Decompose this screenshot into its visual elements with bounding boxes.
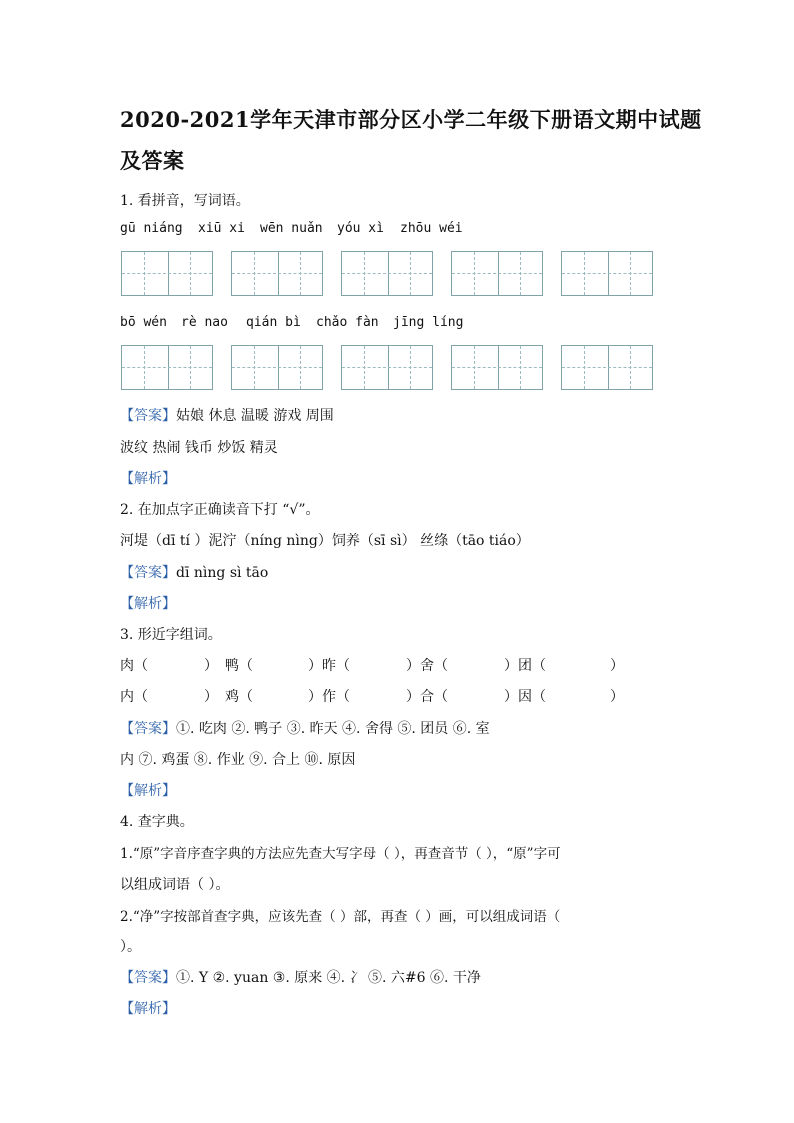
q3-row2-e: 因（ xyxy=(518,689,546,705)
q3-row2-d: 合（ xyxy=(420,689,448,705)
q3-row1-d-close: ） xyxy=(504,658,518,674)
q3-row1-b-close: ） xyxy=(308,658,322,674)
q3-row1-c: 昨（ xyxy=(322,658,350,674)
writing-grid xyxy=(341,345,433,390)
q1-pinyin-2: xiū xi xyxy=(198,221,245,236)
q2-prompt: 2. 在加点字正确读音下打 “√”。 xyxy=(120,502,320,518)
q3-row2-c-close: ） xyxy=(406,689,420,705)
writing-grid xyxy=(231,251,323,296)
answer-text: dī nìng sì tāo xyxy=(176,565,269,581)
q1-answer-line2: 波纹 热闹 钱币 炒饭 精灵 xyxy=(120,440,278,456)
answer-text: ①. 吃肉 ②. 鸭子 ③. 昨天 ④. 舍得 ⑤. 团员 ⑥. 室 xyxy=(176,721,490,737)
q1-pinyin-10: jīng líng xyxy=(393,315,464,330)
q3-row1-a: 肉（ xyxy=(120,658,148,674)
answer-tag: 【答案】 xyxy=(120,721,176,737)
q1-answer xyxy=(120,405,334,425)
q1-pinyin-4: yóu xì xyxy=(337,221,384,236)
writing-grid xyxy=(561,251,653,296)
writing-grid xyxy=(451,345,543,390)
q3-answer xyxy=(120,718,490,738)
q4-prompt: 4. 查字典。 xyxy=(120,814,194,830)
analysis-tag: 【解析】 xyxy=(120,1001,176,1017)
q1-prompt: 1. 看拼音，写词语。 xyxy=(120,193,250,209)
q3-row2-a-close: ） xyxy=(204,689,218,705)
q3-row2-c: 作（ xyxy=(322,689,350,705)
q1-pinyin-1: gū niáng xyxy=(120,221,183,236)
writing-grid xyxy=(121,251,213,296)
q1-pinyin-7: rè nao xyxy=(181,315,228,330)
q4-sub2-line1: 2.“净”字按部首查字典，应该先查（ ）部，再查（ ）画，可以组成词语（ xyxy=(120,909,561,925)
answer-tag: 【答案】 xyxy=(120,970,176,986)
answer-tag: 【答案】 xyxy=(120,565,176,581)
q4-sub1-line2: 以组成词语（ ）。 xyxy=(120,877,230,893)
answer-text: 姑娘 休息 温暖 游戏 周围 xyxy=(176,408,334,424)
q1-pinyin-5: zhōu wéi xyxy=(400,221,463,236)
q3-answer-line2: 内 ⑦. 鸡蛋 ⑧. 作业 ⑨. 合上 ⑩. 原因 xyxy=(120,752,356,768)
answer-tag: 【答案】 xyxy=(120,408,176,424)
q3-row2-e-close: ） xyxy=(610,689,624,705)
analysis-tag: 【解析】 xyxy=(120,596,176,612)
writing-grid xyxy=(231,345,323,390)
analysis-tag: 【解析】 xyxy=(120,471,176,487)
q2-answer xyxy=(120,562,268,582)
q3-row1-c-close: ） xyxy=(406,658,420,674)
q4-sub1-line1: 1.“原”字音序查字典的方法应先查大写字母（ ），再查音节（ ），“原”字可 xyxy=(120,846,561,862)
q3-row2-a: 内（ xyxy=(120,689,148,705)
q4-answer xyxy=(120,967,481,987)
q3-row1-b: 鸭（ xyxy=(225,658,253,674)
q3-row2-b-close: ） xyxy=(308,689,322,705)
writing-grid xyxy=(451,251,543,296)
q3-prompt: 3. 形近字组词。 xyxy=(120,627,222,643)
page-title-line1: 2020-2021学年天津市部分区小学二年级下册语文期中试题 xyxy=(120,107,702,132)
q1-pinyin-6: bō wén xyxy=(120,315,167,330)
page-title-line2: 及答案 xyxy=(120,148,185,173)
analysis-tag: 【解析】 xyxy=(120,783,176,799)
writing-grid xyxy=(121,345,213,390)
q3-row1-a-close: ） xyxy=(204,658,218,674)
answer-text: ①. Y ②. yuan ③. 原来 ④. 冫 ⑤. 六#6 ⑥. 干净 xyxy=(176,970,481,986)
q2-line: 河堤（dī tí ）泥泞（níng nìng）饲养（sī sì） 丝绦（tāo tiáo） xyxy=(120,533,530,549)
q3-row1-d: 舍（ xyxy=(420,658,448,674)
q1-pinyin-8: qián bì xyxy=(246,315,301,330)
q3-row2-d-close: ） xyxy=(504,689,518,705)
q3-row2-b: 鸡（ xyxy=(225,689,253,705)
q4-sub2-line2: ）。 xyxy=(120,939,141,955)
writing-grid xyxy=(341,251,433,296)
q3-row1-e: 团（ xyxy=(518,658,546,674)
writing-grid xyxy=(561,345,653,390)
q3-row1-e-close: ） xyxy=(610,658,624,674)
q1-pinyin-3: wēn nuǎn xyxy=(260,221,323,236)
q1-pinyin-9: chǎo fàn xyxy=(316,315,379,330)
